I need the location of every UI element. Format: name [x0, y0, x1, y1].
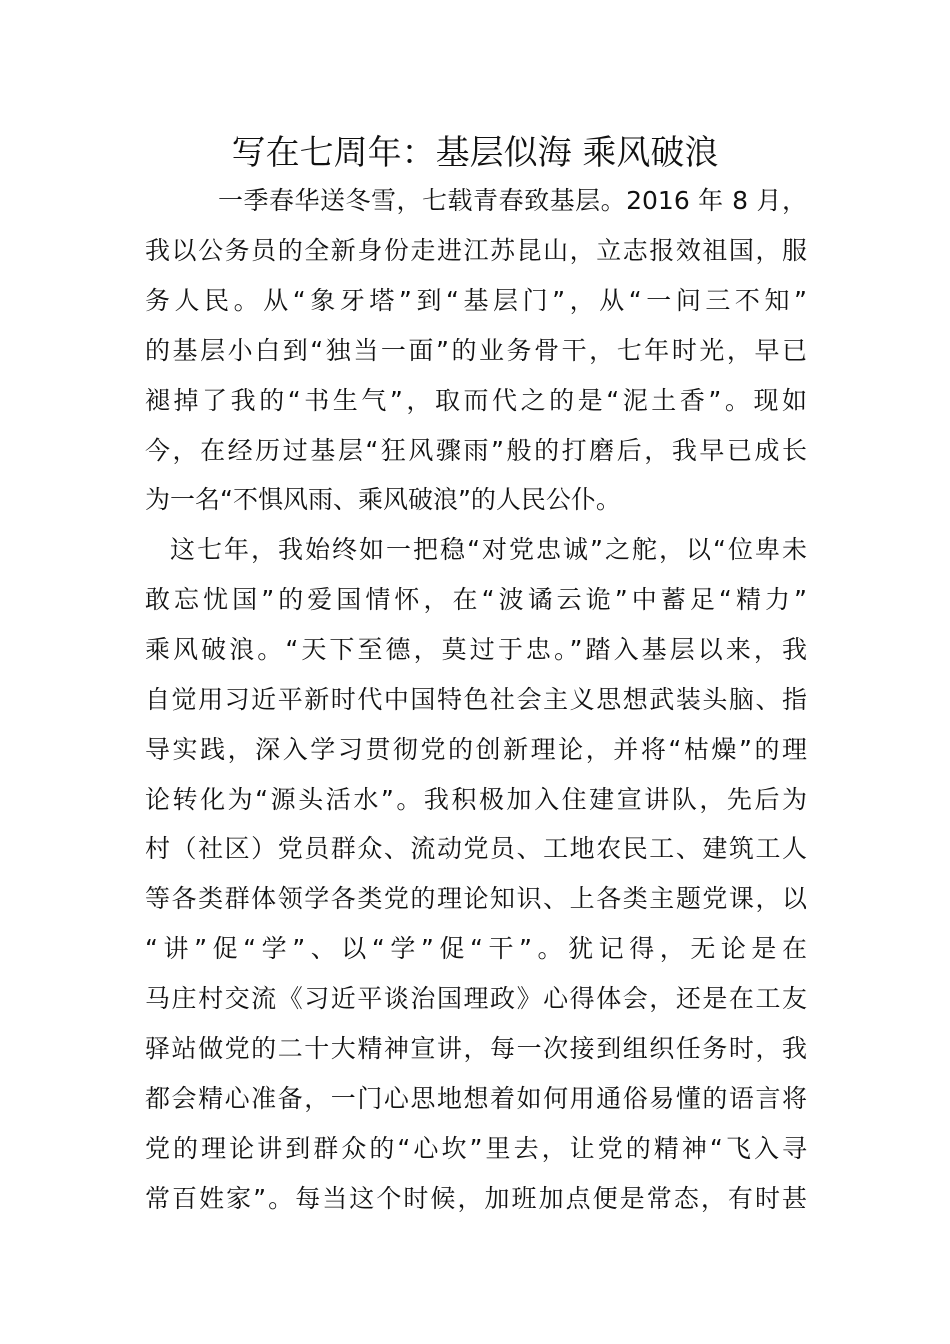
paragraph-line: 马庄村交流《习近平谈治国理政》心得体会，还是在工友 [145, 984, 807, 1013]
paragraph-line: 论转化为“源头活水”。我积极加入住建宣讲队，先后为 [145, 785, 807, 814]
paragraph-line: 驿站做党的二十大精神宣讲，每一次接到组织任务时，我 [145, 1034, 807, 1063]
paragraph-line: 敢忘忧国”的爱国情怀，在“波谲云诡”中蓄足“精力” [145, 585, 807, 614]
paragraph-line: 务人民。从“象牙塔”到“基层门”，从“一问三不知” [145, 286, 807, 315]
paragraph-line: 导实践，深入学习贯彻党的创新理论，并将“枯燥”的理 [145, 735, 807, 764]
paragraph-line: 党的理论讲到群众的“心坎”里去，让党的精神“飞入寻 [145, 1134, 807, 1163]
paragraph-line: 村（社区）党员群众、流动党员、工地农民工、建筑工人 [145, 834, 807, 863]
paragraph-line: 常百姓家”。每当这个时候，加班加点便是常态，有时甚 [145, 1184, 807, 1213]
paragraph-line: 等各类群体领学各类党的理论知识、上各类主题党课，以 [145, 884, 807, 913]
paragraph-line: 为一名“不惧风雨、乘风破浪”的人民公仆。 [145, 485, 621, 514]
document-title: 写在七周年：基层似海 乘风破浪 [231, 133, 719, 173]
paragraph-line: 一季春华送冬雪，七载青春致基层。2016 年 8 月， [218, 186, 807, 215]
paragraph-line: 我以公务员的全新身份走进江苏昆山，立志报效祖国，服 [145, 236, 807, 265]
paragraph-line: 的基层小白到“独当一面”的业务骨干，七年时光，早已 [145, 336, 807, 365]
paragraph-line: 今，在经历过基层“狂风骤雨”般的打磨后，我早已成长 [145, 436, 807, 465]
paragraph-line: 褪掉了我的“书生气”，取而代之的是“泥土香”。现如 [145, 386, 807, 415]
paragraph-line: 乘风破浪。“天下至德，莫过于忠。”踏入基层以来，我 [145, 635, 807, 664]
paragraph-line: “讲”促“学”、以“学”促“干”。犹记得，无论是在 [145, 934, 807, 963]
paragraph-line: 自觉用习近平新时代中国特色社会主义思想武装头脑、指 [145, 685, 807, 714]
paragraph-line: 这七年，我始终如一把稳“对党忠诚”之舵，以“位卑未 [170, 535, 807, 564]
paragraph-line: 都会精心准备，一门心思地想着如何用通俗易懂的语言将 [145, 1084, 807, 1113]
